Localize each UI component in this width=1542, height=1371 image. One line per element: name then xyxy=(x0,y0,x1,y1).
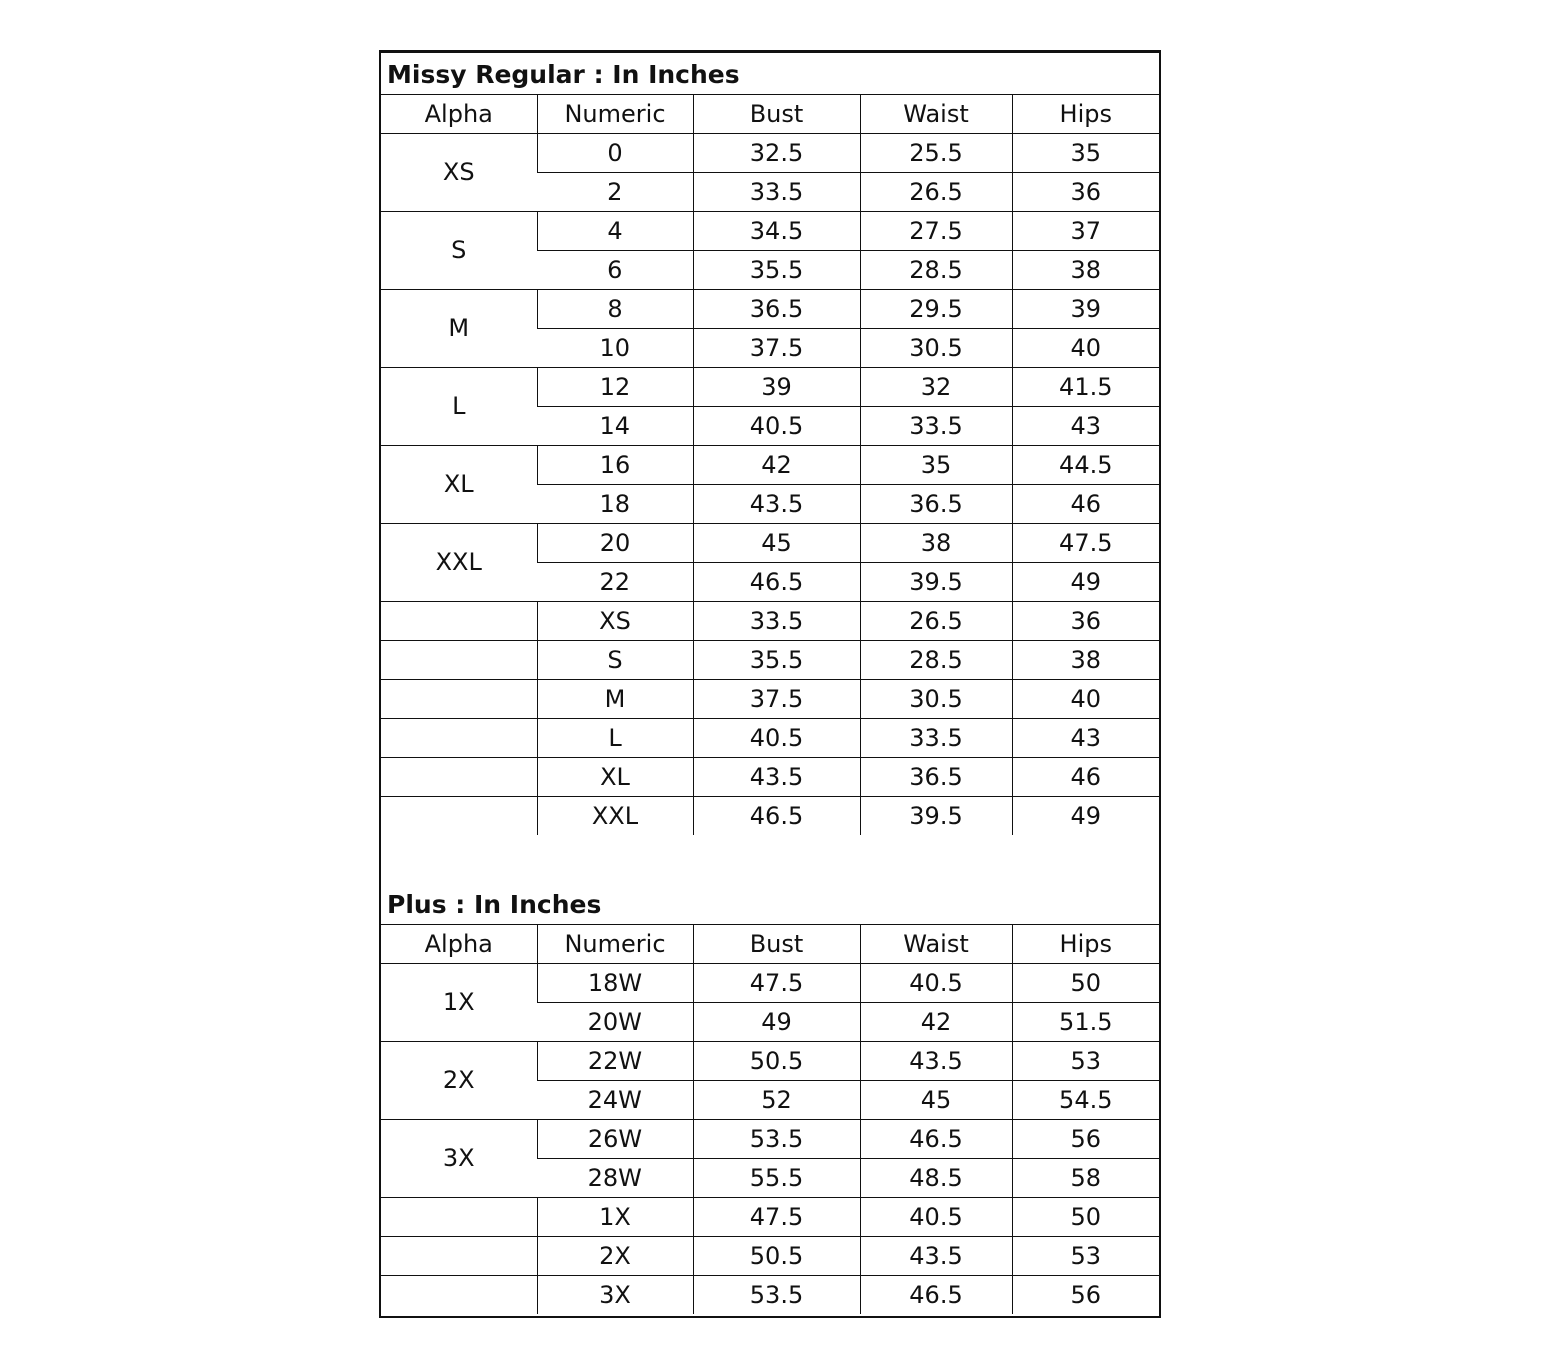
bust-cell: 52 xyxy=(693,1080,860,1119)
numeric-cell: XL xyxy=(537,757,693,796)
hips-cell: 43 xyxy=(1012,718,1159,757)
waist-cell: 28.5 xyxy=(860,640,1012,679)
bust-cell: 40.5 xyxy=(693,718,860,757)
column-header-numeric: Numeric xyxy=(537,94,693,133)
empty-alpha-cell xyxy=(381,718,537,757)
table-row xyxy=(381,640,1159,679)
hips-cell: 53 xyxy=(1012,1041,1159,1080)
numeric-cell: 22 xyxy=(537,562,693,601)
alpha-size-cell: XS xyxy=(381,133,537,211)
column-header-numeric: Numeric xyxy=(537,924,693,963)
numeric-cell: 18 xyxy=(537,484,693,523)
bust-cell: 36.5 xyxy=(693,289,860,328)
section-title-row xyxy=(381,55,1159,94)
bust-cell: 40.5 xyxy=(693,406,860,445)
hips-cell: 53 xyxy=(1012,1236,1159,1275)
hips-cell: 49 xyxy=(1012,562,1159,601)
waist-cell: 43.5 xyxy=(860,1236,1012,1275)
numeric-cell: 2X xyxy=(537,1236,693,1275)
hips-cell: 47.5 xyxy=(1012,523,1159,562)
bust-cell: 33.5 xyxy=(693,172,860,211)
numeric-cell: 26W xyxy=(537,1119,693,1158)
table-row xyxy=(381,963,1159,1002)
numeric-cell: 10 xyxy=(537,328,693,367)
waist-cell: 33.5 xyxy=(860,718,1012,757)
hips-cell: 35 xyxy=(1012,133,1159,172)
empty-alpha-cell xyxy=(381,640,537,679)
table-row xyxy=(381,445,1159,484)
waist-cell: 43.5 xyxy=(860,1041,1012,1080)
hips-cell: 56 xyxy=(1012,1275,1159,1314)
empty-alpha-cell xyxy=(381,796,537,835)
table-row xyxy=(381,757,1159,796)
bust-cell: 43.5 xyxy=(693,757,860,796)
hips-cell: 40 xyxy=(1012,679,1159,718)
alpha-size-cell: L xyxy=(381,367,537,445)
hips-cell: 50 xyxy=(1012,1197,1159,1236)
bust-cell: 55.5 xyxy=(693,1158,860,1197)
alpha-size-cell: XXL xyxy=(381,523,537,601)
empty-alpha-cell xyxy=(381,1275,537,1314)
table-row xyxy=(381,367,1159,406)
waist-cell: 36.5 xyxy=(860,484,1012,523)
bust-cell: 33.5 xyxy=(693,601,860,640)
numeric-cell: 2 xyxy=(537,172,693,211)
alpha-size-cell: M xyxy=(381,289,537,367)
numeric-cell: 14 xyxy=(537,406,693,445)
column-header-hips: Hips xyxy=(1012,924,1159,963)
hips-cell: 49 xyxy=(1012,796,1159,835)
bust-cell: 47.5 xyxy=(693,1197,860,1236)
bust-cell: 32.5 xyxy=(693,133,860,172)
column-header-bust: Bust xyxy=(693,94,860,133)
table-row xyxy=(381,601,1159,640)
waist-cell: 27.5 xyxy=(860,211,1012,250)
table-row xyxy=(381,679,1159,718)
column-header-waist: Waist xyxy=(860,94,1012,133)
numeric-cell: 3X xyxy=(537,1275,693,1314)
table-row xyxy=(381,1041,1159,1080)
column-header-waist: Waist xyxy=(860,924,1012,963)
header-row xyxy=(381,94,1159,133)
table-row xyxy=(381,1119,1159,1158)
bust-cell: 37.5 xyxy=(693,679,860,718)
alpha-size-cell: 3X xyxy=(381,1119,537,1197)
hips-cell: 56 xyxy=(1012,1119,1159,1158)
empty-alpha-cell xyxy=(381,601,537,640)
numeric-cell: 6 xyxy=(537,250,693,289)
numeric-cell: 22W xyxy=(537,1041,693,1080)
table-row xyxy=(381,796,1159,835)
column-header-bust: Bust xyxy=(693,924,860,963)
numeric-cell: 12 xyxy=(537,367,693,406)
waist-cell: 40.5 xyxy=(860,963,1012,1002)
hips-cell: 36 xyxy=(1012,601,1159,640)
waist-cell: 36.5 xyxy=(860,757,1012,796)
hips-cell: 44.5 xyxy=(1012,445,1159,484)
bust-cell: 50.5 xyxy=(693,1041,860,1080)
bust-cell: 50.5 xyxy=(693,1236,860,1275)
hips-cell: 58 xyxy=(1012,1158,1159,1197)
hips-cell: 46 xyxy=(1012,757,1159,796)
waist-cell: 39.5 xyxy=(860,796,1012,835)
waist-cell: 35 xyxy=(860,445,1012,484)
table-row xyxy=(381,1236,1159,1275)
empty-alpha-cell xyxy=(381,1236,537,1275)
empty-alpha-cell xyxy=(381,757,537,796)
missy-size-table xyxy=(381,55,1159,835)
table-row xyxy=(381,133,1159,172)
numeric-cell: 16 xyxy=(537,445,693,484)
numeric-cell: 4 xyxy=(537,211,693,250)
waist-cell: 29.5 xyxy=(860,289,1012,328)
column-header-alpha: Alpha xyxy=(381,94,537,133)
bust-cell: 39 xyxy=(693,367,860,406)
waist-cell: 32 xyxy=(860,367,1012,406)
waist-cell: 48.5 xyxy=(860,1158,1012,1197)
hips-cell: 43 xyxy=(1012,406,1159,445)
waist-cell: 45 xyxy=(860,1080,1012,1119)
bust-cell: 49 xyxy=(693,1002,860,1041)
alpha-size-cell: 1X xyxy=(381,963,537,1041)
table-row xyxy=(381,523,1159,562)
bust-cell: 37.5 xyxy=(693,328,860,367)
waist-cell: 25.5 xyxy=(860,133,1012,172)
waist-cell: 39.5 xyxy=(860,562,1012,601)
numeric-cell: L xyxy=(537,718,693,757)
hips-cell: 51.5 xyxy=(1012,1002,1159,1041)
bust-cell: 47.5 xyxy=(693,963,860,1002)
bust-cell: 53.5 xyxy=(693,1275,860,1314)
waist-cell: 30.5 xyxy=(860,679,1012,718)
numeric-cell: 18W xyxy=(537,963,693,1002)
table-row xyxy=(381,1275,1159,1314)
hips-cell: 41.5 xyxy=(1012,367,1159,406)
numeric-cell: 1X xyxy=(537,1197,693,1236)
empty-alpha-cell xyxy=(381,679,537,718)
waist-cell: 28.5 xyxy=(860,250,1012,289)
numeric-cell: 0 xyxy=(537,133,693,172)
hips-cell: 40 xyxy=(1012,328,1159,367)
section-title: Missy Regular : In Inches xyxy=(387,59,740,89)
waist-cell: 46.5 xyxy=(860,1275,1012,1314)
bust-cell: 53.5 xyxy=(693,1119,860,1158)
waist-cell: 33.5 xyxy=(860,406,1012,445)
numeric-cell: 28W xyxy=(537,1158,693,1197)
bust-cell: 35.5 xyxy=(693,640,860,679)
waist-cell: 40.5 xyxy=(860,1197,1012,1236)
column-header-hips: Hips xyxy=(1012,94,1159,133)
section-title-row xyxy=(381,885,1159,924)
section-title: Plus : In Inches xyxy=(387,889,602,919)
table-row xyxy=(381,211,1159,250)
numeric-cell: 20 xyxy=(537,523,693,562)
bust-cell: 46.5 xyxy=(693,562,860,601)
hips-cell: 50 xyxy=(1012,963,1159,1002)
hips-cell: 39 xyxy=(1012,289,1159,328)
bust-cell: 35.5 xyxy=(693,250,860,289)
waist-cell: 26.5 xyxy=(860,172,1012,211)
numeric-cell: XXL xyxy=(537,796,693,835)
alpha-size-cell: S xyxy=(381,211,537,289)
table-row xyxy=(381,1197,1159,1236)
table-row xyxy=(381,718,1159,757)
hips-cell: 54.5 xyxy=(1012,1080,1159,1119)
waist-cell: 30.5 xyxy=(860,328,1012,367)
bust-cell: 42 xyxy=(693,445,860,484)
plus-size-table xyxy=(381,885,1159,1314)
alpha-size-cell: XL xyxy=(381,445,537,523)
bust-cell: 45 xyxy=(693,523,860,562)
numeric-cell: 20W xyxy=(537,1002,693,1041)
header-row xyxy=(381,924,1159,963)
numeric-cell: 24W xyxy=(537,1080,693,1119)
column-header-alpha: Alpha xyxy=(381,924,537,963)
numeric-cell: S xyxy=(537,640,693,679)
size-chart xyxy=(379,50,1161,1318)
bust-cell: 46.5 xyxy=(693,796,860,835)
waist-cell: 26.5 xyxy=(860,601,1012,640)
alpha-size-cell: 2X xyxy=(381,1041,537,1119)
table-row xyxy=(381,289,1159,328)
numeric-cell: XS xyxy=(537,601,693,640)
hips-cell: 36 xyxy=(1012,172,1159,211)
empty-alpha-cell xyxy=(381,1197,537,1236)
hips-cell: 38 xyxy=(1012,250,1159,289)
hips-cell: 38 xyxy=(1012,640,1159,679)
bust-cell: 43.5 xyxy=(693,484,860,523)
waist-cell: 38 xyxy=(860,523,1012,562)
numeric-cell: 8 xyxy=(537,289,693,328)
bust-cell: 34.5 xyxy=(693,211,860,250)
hips-cell: 46 xyxy=(1012,484,1159,523)
numeric-cell: M xyxy=(537,679,693,718)
waist-cell: 46.5 xyxy=(860,1119,1012,1158)
waist-cell: 42 xyxy=(860,1002,1012,1041)
hips-cell: 37 xyxy=(1012,211,1159,250)
